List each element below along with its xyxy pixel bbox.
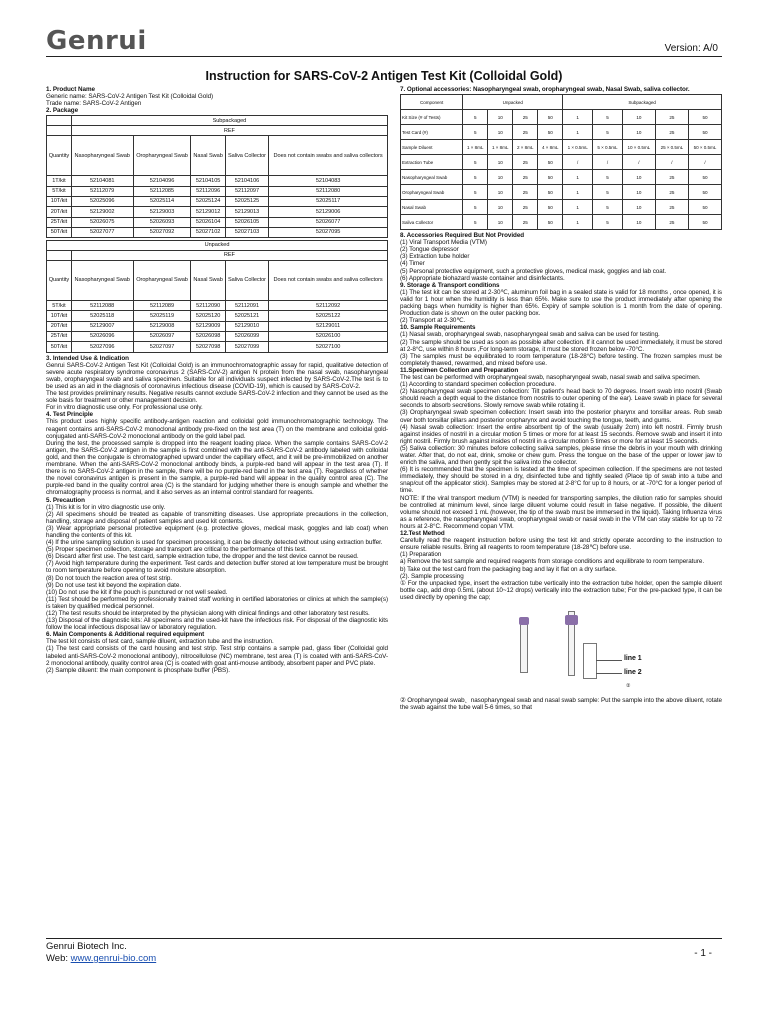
accessories-row [401, 125, 722, 140]
paragraph: (2) Transport at 2-30℃. [400, 317, 466, 325]
paragraph: The test provides preliminary results. Negative results cannot exclude SARS-CoV-2 infection and they cannot be used as the sole basis for treatment or other management decision. [46, 390, 388, 405]
accessories-row [401, 155, 722, 170]
right-column [400, 86, 722, 711]
accessories-cell: 25 [513, 215, 538, 230]
section-optional-accessories: 7. Optional accessories: Nasopharyngeal swab, oropharyngeal swab, Nasal Swab, saliva collector. [400, 86, 690, 93]
paragraph: During the test, the processed sample is dropped into the reagent loading place. When the sample contains SARS-CoV-2 antigen, the SARS-CoV-2 antigen in the sample is first combined with the anti-SARS-CoV-2 antibody labeled with colloidal gold, and then the conjugate is chromatographed upward under the capillary effect, and it will be pre-immobilized on another membrane. When the anti-SARS-CoV-2 monoclonal antibody binds, a purple-red band will appear in the test area (T). If there is no SARS-CoV-2 antigen in the sample, there will be no purple-red band in the test area (T). Regardless of whether the novel coronavirus antigen is present in the sample, a purple-red band will appear in the quality control area (C). The purple-red band in the quality control area (C) is the standard for judging whether there is enough sample and whether the chromatography process is normal, and it also serves as an internal control standard for reagents. [46, 439, 388, 497]
subpackaged-cell: 52027077 [71, 227, 133, 237]
unpacked-row [47, 301, 388, 311]
accessories-row [401, 215, 722, 230]
accessories-header-cell: 10 [488, 110, 513, 125]
accessories-header-cell: 50 [538, 110, 563, 125]
unpacked-table [46, 240, 388, 352]
accessories-cell: 10 [622, 185, 655, 200]
unpacked-cell: 52027096 [71, 342, 133, 352]
accessories-header-cell: Kit Size (# of Tests) [401, 110, 463, 125]
accessories-cell: 1 × 8mL [488, 140, 513, 155]
accessories-cell: 25 [655, 170, 688, 185]
paragraph: (2) All specimens should be treated as capable of transmitting diseases. Use appropriate precautions in the collection, handling, storage and disposal of patient samples and used kit contents. [46, 510, 388, 525]
unpacked-row [47, 311, 388, 321]
subpackaged-header-cell: Oropharyngeal Swab [133, 136, 191, 176]
accessories-cell: 5 [593, 200, 623, 215]
unpacked-cell: 52026100 [269, 332, 388, 342]
accessories-cell: 10 [622, 125, 655, 140]
subpackaged-cell: 52104081 [71, 176, 133, 186]
unpacked-header-cell: Saliva Collector [225, 261, 268, 301]
left-column [46, 86, 388, 674]
unpacked-cell: 52112092 [269, 301, 388, 311]
subpackaged-cell: 10T/kit [47, 196, 72, 206]
right-paragraphs [400, 232, 722, 601]
paragraph: (2). Sample processing [400, 572, 464, 580]
section-package-heading: 2. Package [46, 107, 79, 115]
unpacked-cell: 50T/kit [47, 342, 72, 352]
paragraph: (1) Nasal swab, oropharyngeal swab, nasopharyngeal swab and saliva can be used for testing. [400, 331, 660, 339]
figure-caption: ② [626, 682, 631, 689]
paragraph: (6) It is recommended that the specimen is tested at the time of specimen collection. If the specimens are not tested immediately, they should be stored in a dry, disinfected tube and tightly sealed (Place tip of swab into a tube and snap/cut off the applicator stick). Samples may be stored at 2-8°C for up to 8 hours, or at -70°C for a longer period of time. [400, 466, 722, 495]
accessories-header-cell: 25 [655, 110, 688, 125]
accessories-cell: 5 [463, 170, 488, 185]
trade-name: Trade name: SARS-CoV-2 Antigen [46, 100, 142, 108]
paragraph: Carefully read the reagent instruction before using the test kit and strictly operate according to the instruction to ensure reliable results. Bring all reagents to room temperature (18-28℃) before use. [400, 537, 722, 552]
accessories-cell: 5 [463, 125, 488, 140]
accessories-cell: 50 [688, 185, 721, 200]
unpacked-header-cell: Oropharyngeal Swab [133, 261, 191, 301]
subpackaged-cell: 52027092 [133, 227, 191, 237]
accessories-cell: 1 [563, 125, 593, 140]
subpackaged-header-cell: Nasopharyngeal Swab [71, 136, 133, 176]
accessories-cell: 50 [688, 170, 721, 185]
paragraph: (3) The samples must be equilibrated to room temperature (18-28°C) before testing. The frozen samples must be completely thawed, rewarmed, and mixed before use. [400, 352, 722, 367]
paragraph: (5) Personal protective equipment, such a protective gloves, medical mask, goggles and lab coat. [400, 267, 667, 275]
subpackaged-cell: 52025117 [269, 196, 388, 206]
subpackaged-cell: 52112097 [225, 186, 268, 196]
subpackaged-row [47, 196, 388, 206]
sample-processing-figure [400, 603, 722, 695]
unpacked-cell: 52112090 [191, 301, 225, 311]
accessories-cell: 5 [463, 185, 488, 200]
subpackaged-cell: 52104106 [225, 176, 268, 186]
accessories-cell: 50 [688, 125, 721, 140]
accessories-table [400, 94, 722, 230]
subpackaged-row [47, 227, 388, 237]
unpacked-row [47, 332, 388, 342]
accessories-cell: 50 [538, 185, 563, 200]
section-heading: 11.Specimen Collection and Preparation [400, 366, 519, 374]
document-title: Instruction for SARS-CoV-2 Antigen Test Kit (Colloidal Gold) [205, 69, 563, 83]
accessories-header-cell: 5 [593, 110, 623, 125]
paragraph: Genrui SARS-CoV-2 Antigen Test Kit (Colloidal Gold) is an immunochromatographic assay for rapid, qualitative detection of severe acute respiratory syndrome coronavirus 2 (SARS-CoV-2) antigen N protein from the nasal swab, nasopharyngeal swab, oropharyngeal swab and saliva specimen. Suitable for all individuals suspect infected by SARS-CoV-2.The test is to be used as an aid in the diagnosis of coronavirus infectious disease (COVID-19), which is caused by SARS-CoV-2. [46, 361, 388, 391]
subpackaged-cell: 52104105 [191, 176, 225, 186]
section-heading: 6. Main Components & Additional required equipment [46, 631, 205, 639]
unpacked-cell: 52129007 [71, 321, 133, 331]
accessories-header-cell: 10 [622, 110, 655, 125]
subpackaged-row [47, 217, 388, 227]
unpacked-cell: 25T/kit [47, 332, 72, 342]
accessories-cell: / [622, 155, 655, 170]
accessories-header-cell: 5 [463, 110, 488, 125]
accessories-cell: 50 × 0.5mL [688, 140, 721, 155]
paragraph: (2) Sample diluent: the main component is phosphate buffer (PBS). [46, 666, 230, 674]
paragraph: (4) Timer [400, 260, 425, 268]
paragraph: (12) The test results should be interpreted by the physician along with clinical findings and other laboratory test results. [46, 610, 370, 618]
accessories-row [401, 200, 722, 215]
accessories-cell: / [688, 155, 721, 170]
accessories-cell: 5 [593, 185, 623, 200]
section-heading: 8. Accessories Required But Not Provided [400, 232, 525, 240]
accessories-cell: 10 [622, 215, 655, 230]
paragraph: (3) Oropharyngeal swab specimen collection: Insert swab into the posterior pharynx and tonsillar areas. Rub swab over both tonsillar pillars and posterior oropharynx and avoid touching the tongue, teeth, and gums. [400, 409, 722, 424]
paragraph: (2) The sample should be used as soon as possible after collection. If it cannot be used immediately, it must be stored at 2-8°C, use within 8 hours ,For long-term storage, it must be stored frozen below -70°C. [400, 338, 722, 353]
accessories-cell: 1 [563, 170, 593, 185]
section-heading: 4. Test Principle [46, 411, 93, 419]
figure-label-line2: line 2 [624, 668, 642, 676]
accessories-cell: Oropharyngeal Swab [401, 185, 463, 200]
unpacked-cell: 52112089 [133, 301, 191, 311]
paragraph: a) Remove the test sample and required reagents from storage conditions and equilibrate to room temperature. [400, 558, 705, 566]
paragraph: (11) Test should be performed by professionally trained staff working in certified laboratories or clinics at which the sample(s) is taken by qualified medical personnel. [46, 595, 388, 610]
accessories-cell: 5 [593, 215, 623, 230]
accessories-cell: 10 [622, 200, 655, 215]
subpackaged-cell: 52129012 [191, 207, 225, 217]
paragraph: (1) The test kit can be stored at 2-30℃, aluminum foil bag in a sealed state is valid for 18 months , once opened, it is valid for 1 hour when the humidity is less than 65%. Make sure to use the product immediately after opening the packing bags when humidity is higher than 65%. Expiry of sample solution is 1 month from the date of opening. Production date is shown on the outer packing box. [400, 288, 722, 318]
unpacked-cell: 52129009 [191, 321, 225, 331]
accessories-cell: 1 [563, 185, 593, 200]
accessories-cell: 25 [513, 125, 538, 140]
paragraph: (5) Saliva collection: 30 minutes before collecting saliva samples, please rinse the debris in your mouth with drinking water. After that, do not eat, drink, smoke or chew gum. Press the tongue on the base of the upper or lower jaw to enrich the saliva, and then gently spit the saliva into the collector. [400, 444, 722, 467]
accessories-cell: 10 [488, 125, 513, 140]
section-heading: 9. Storage & Transport conditions [400, 281, 500, 289]
unpacked-cell: 52025122 [269, 311, 388, 321]
paragraph: (4) Nasal swab collection: Insert the entire absorbent tip of the swab (usually 2cm) into left nostril. Firmly brush against insides of nostril in a circular motion 5 times or more for at least 15 seconds. Remove swab and insert it into right nostril. Firmly brush against insides of nostril in a circular motion 5 times or more for at least 15 seconds. [400, 423, 722, 445]
unpacked-cell: 10T/kit [47, 311, 72, 321]
paragraph: For in vitro diagnostic use only. For professional use only. [46, 404, 203, 412]
subpackaged-cell: 5T/kit [47, 186, 72, 196]
unpacked-cell: 52025119 [133, 311, 191, 321]
subpackaged-cell: 52026104 [191, 217, 225, 227]
unpacked-cell: 52112091 [225, 301, 268, 311]
paragraph: (9) Do not use test kit beyond the expiration date. [46, 581, 182, 589]
paragraph: (2) Tongue depressor [400, 246, 459, 254]
accessories-cell: 4 × 8mL [538, 140, 563, 155]
paragraph: (1) According to standard specimen collection procedure. [400, 381, 557, 389]
paragraph: (6) Discard after first use. The test card, sample extraction tube, the dropper and the test device cannot be reused. [46, 553, 359, 561]
header-divider [46, 56, 722, 57]
subpackaged-cell: 52027095 [269, 227, 388, 237]
paragraph: (1) Viral Transport Media (VTM) [400, 239, 487, 247]
accessories-header-cell: 25 [513, 110, 538, 125]
subpackaged-cell: 52027102 [191, 227, 225, 237]
subpackaged-cell: 52025096 [71, 196, 133, 206]
subpackaged-cell: 52112080 [269, 186, 388, 196]
accessories-cell: 10 [488, 215, 513, 230]
unpacked-header: Unpacked [463, 95, 563, 110]
accessories-cell: 50 [538, 125, 563, 140]
accessories-cell: 5 [463, 155, 488, 170]
accessories-cell: 10 [488, 170, 513, 185]
unpacked-cell: 52027100 [269, 342, 388, 352]
unpacked-cell: 52025120 [191, 311, 225, 321]
accessories-cell: 25 [513, 185, 538, 200]
subpackaged-row [47, 176, 388, 186]
accessories-cell: 50 [538, 170, 563, 185]
accessories-cell: 25 [655, 200, 688, 215]
accessories-cell: 5 [463, 215, 488, 230]
subpackaged-row [47, 186, 388, 196]
subpackaged-row [47, 207, 388, 217]
subpackaged-header-cell: Nasal Swab [191, 136, 225, 176]
accessories-header-cell: 50 [688, 110, 721, 125]
subpackaged-table [46, 115, 388, 238]
accessories-cell: / [593, 155, 623, 170]
unpacked-cell: 52129011 [269, 321, 388, 331]
accessories-cell: Extraction Tube [401, 155, 463, 170]
paragraph: (8) Do not touch the reaction area of test strip. [46, 574, 173, 582]
subpackaged-header-cell: Does not contain swabs and saliva collectors [269, 136, 388, 176]
unpacked-ref: REF [71, 251, 387, 261]
company-name: Genrui Biotech Inc. [46, 941, 127, 952]
paragraph: (6) Appropriate biohazard waste container and disinfectants. [400, 274, 565, 282]
unpacked-cell: 52025121 [225, 311, 268, 321]
subpackaged-cell: 25T/kit [47, 217, 72, 227]
accessories-header-cell: 1 [563, 110, 593, 125]
accessories-cell: 10 [488, 200, 513, 215]
paragraph: (4) If the urine sampling solution is used for specimen processing, it can be directly detected without using extraction buffer. [46, 539, 383, 547]
website-link[interactable]: www.genrui-bio.com [70, 953, 157, 964]
paragraph: (1) Preparation [400, 551, 442, 559]
unpacked-cell: 20T/kit [47, 321, 72, 331]
paragraph: (5) Proper specimen collection, storage and transport are critical to the performance of this test. [46, 546, 307, 554]
paragraph: (2) Nasopharyngeal swab specimen collection: Tilt patient's head back to 70 degrees. Insert swab into nostril (Swab should reach a depth equal to the distance from nostrils to outer opening of the ear). Leave swab in place for several seconds to absorb secretions. Slowly remove swab while rotating it. [400, 388, 722, 410]
paragraph: (3) Wear appropriate personal protective equipment (e.g. protective gloves, medical mask, goggles and lab coat) when handling the contents of this kit. [46, 524, 388, 539]
unpacked-row [47, 321, 388, 331]
version-label: Version: A/0 [664, 43, 718, 54]
accessories-cell: 25 [655, 185, 688, 200]
paragraph: (3) Extraction tube holder [400, 253, 470, 261]
unpacked-header-cell: Nasal Swab [191, 261, 225, 301]
paragraph: The test kit consists of test card, sample diluent, extraction tube and the instruction. [46, 638, 274, 646]
accessories-cell: 1 [563, 200, 593, 215]
unpacked-title: Unpacked [47, 241, 388, 251]
subpackaged-cell: 52027103 [225, 227, 268, 237]
extraction-tube-1 [520, 623, 528, 673]
page-number: - 1 - [694, 948, 712, 959]
unpacked-header-cell: Quantity [47, 261, 72, 301]
accessories-cell: / [655, 155, 688, 170]
subpackaged-cell: 52129006 [269, 207, 388, 217]
left-paragraphs [46, 355, 388, 674]
figure-label-line1: line 1 [624, 654, 642, 662]
paragraph: (1) This kit is for in vitro diagnostic use only. [46, 503, 166, 511]
accessories-cell: 5 [593, 170, 623, 185]
accessories-cell: Test Card (#) [401, 125, 463, 140]
subpackaged-cell: 20T/kit [47, 207, 72, 217]
subpackaged-cell: 52112096 [191, 186, 225, 196]
subpackaged-cell: 52129013 [225, 207, 268, 217]
subpackaged-cell: 52104096 [133, 176, 191, 186]
subpackaged-cell: 52026093 [133, 217, 191, 227]
accessories-cell: 5 × 0.5mL [593, 140, 623, 155]
paragraph: (1) The test card consists of the card housing and test strip. Test strip contains a sample pad, glass fiber (Colloidal gold labeled anti-SARS-CoV-2 monoclonal antibody), nitrocellulose (NC) membrane, test area (T) is coated with anti-SARS-CoV-2 monoclonal antibody, quality control area (C) is coated with goat anti-mouse antibody, absorbent paper and PVC plate. [46, 645, 388, 667]
generic-name: Generic name: SARS-CoV-2 Antigen Test Kit (Colloidal Gold) [46, 93, 214, 101]
subpackaged-header: Subpackaged [563, 95, 722, 110]
accessories-cell: 50 [538, 155, 563, 170]
accessories-row [401, 170, 722, 185]
accessories-cell: 25 × 0.5mL [655, 140, 688, 155]
subpackaged-cell: 52104083 [269, 176, 388, 186]
paragraph: (7) Avoid high temperature during the experiment. Test cards and detection buffer stored at low temperature must be brought to room temperature before opening to avoid moisture absorption. [46, 560, 388, 575]
accessories-cell: 25 [655, 125, 688, 140]
section-heading: 5. Precaution [46, 496, 85, 504]
unpacked-cell: 52026097 [133, 332, 191, 342]
unpacked-cell: 52025118 [71, 311, 133, 321]
accessories-cell: 50 [688, 200, 721, 215]
unpacked-cell: 52129010 [225, 321, 268, 331]
unpacked-cell: 52027099 [225, 342, 268, 352]
accessories-cell: 2 × 8mL [513, 140, 538, 155]
subpackaged-cell: 52026075 [71, 217, 133, 227]
unpacked-cell: 52026096 [71, 332, 133, 342]
accessories-cell: 10 [622, 170, 655, 185]
unpacked-cell: 5T/kit [47, 301, 72, 311]
accessories-cell: 25 [655, 215, 688, 230]
accessories-cell: 50 [688, 215, 721, 230]
unpacked-cell: 52027098 [191, 342, 225, 352]
accessories-cell: 25 [513, 200, 538, 215]
paragraph: (10) Do not use the kit if the pouch is punctured or not well sealed. [46, 588, 228, 596]
paragraph: b) Take out the test card from the packaging bag and lay it flat on a dry surface. [400, 565, 617, 573]
accessories-cell: Saliva Collector [401, 215, 463, 230]
accessories-cell: 10 × 0.5mL [622, 140, 655, 155]
accessories-cell: Nasopharyngeal Swab [401, 170, 463, 185]
subpackaged-header-cell: Saliva Collector [225, 136, 268, 176]
subpackaged-cell: 52112079 [71, 186, 133, 196]
genrui-logo: Genrui [46, 26, 147, 56]
subpackaged-ref: REF [71, 126, 387, 136]
subpackaged-cell: 52025114 [133, 196, 191, 206]
section-heading: 12.Test Method [400, 530, 445, 538]
tube-cap-2 [565, 615, 578, 625]
section-product-name-heading: 1. Product Name [46, 86, 95, 93]
accessories-cell: 1 [563, 215, 593, 230]
accessories-cell: 50 [538, 215, 563, 230]
unpacked-header-cell: Does not contain swabs and saliva collectors [269, 261, 388, 301]
accessories-cell: 25 [513, 155, 538, 170]
subpackaged-cell: 52025125 [225, 196, 268, 206]
test-card [583, 643, 597, 679]
subpackaged-header-cell: Quantity [47, 136, 72, 176]
accessories-cell: 1 × 0.5mL [563, 140, 593, 155]
unpacked-cell: 52112088 [71, 301, 133, 311]
tube-cap-1 [519, 617, 529, 625]
accessories-cell: 5 [593, 125, 623, 140]
sample-processing-step-2: ② Oropharyngeal swab、nasopharyngeal swab and nasal swab sample: Put the sample into the above diluent, rotate the swab against the tube wall 5-6 times, so that [400, 696, 722, 712]
component-header: Component [401, 95, 463, 110]
subpackaged-cell: 52112085 [133, 186, 191, 196]
unpacked-header-cell: Nasopharyngeal Swab [71, 261, 133, 301]
accessories-cell: 50 [538, 200, 563, 215]
website: Web: www.genrui-bio.com [46, 953, 157, 964]
paragraph: ① For the unpacked type, insert the extraction tube vertically into the extraction tube holder, open the sample diluent bottle cap, add drop 0.5mL (about 10~12 drops) vertically into the extraction tube; For the pre-packed type, it can be used directly by opening the cap; [400, 579, 722, 601]
accessories-cell: Nasal Swab [401, 200, 463, 215]
footer-divider [46, 938, 722, 939]
accessories-cell: Sample Diluent [401, 140, 463, 155]
subpackaged-cell: 52129002 [71, 207, 133, 217]
unpacked-cell: 52026098 [191, 332, 225, 342]
subpackaged-title: Subpackaged [71, 116, 387, 126]
paragraph: (13) Disposal of the diagnostic kits: All specimens and the used-kit have the infectious risk. For disposal of the diagnostic kits follow the local infectious disposal law or laboratory regulation. [46, 617, 388, 632]
unpacked-cell: 52129008 [133, 321, 191, 331]
paragraph: This product uses highly specific antibody-antigen reaction and colloidal gold immunochromatographic technology. The reagent contains anti-SARS-CoV-2 monoclonal antibody pre-fixed on the test area (T) on the membrane and colloidal gold-conjugated anti-SARS-CoV-2 monoclonal antibody on the gold label pad. [46, 418, 388, 440]
accessories-cell: / [563, 155, 593, 170]
accessories-cell: 1 × 8mL [463, 140, 488, 155]
unpacked-row [47, 342, 388, 352]
subpackaged-cell: 52025124 [191, 196, 225, 206]
accessories-row [401, 140, 722, 155]
accessories-row [401, 185, 722, 200]
subpackaged-cell: 52026077 [269, 217, 388, 227]
subpackaged-cell: 1T/kit [47, 176, 72, 186]
section-heading: 3. Intended Use & Indication [46, 354, 129, 362]
subpackaged-cell: 52129003 [133, 207, 191, 217]
accessories-cell: 5 [463, 200, 488, 215]
accessories-cell: 10 [488, 185, 513, 200]
section-heading: 10. Sample Requirements [400, 324, 476, 332]
unpacked-cell: 52027097 [133, 342, 191, 352]
accessories-cell: 25 [513, 170, 538, 185]
subpackaged-cell: 50T/kit [47, 227, 72, 237]
accessories-cell: 10 [488, 155, 513, 170]
paragraph: NOTE: If the viral transport medium (VTM) is needed for transporting samples, the dilution ratio for samples should be controlled at minimum level, since large diluent volume could result in false negative. If possible, the diluent volume should not exceed 1 mL (however, the tip of the swab must be immersed in the liquid). Taking Influenza virus as a reference, the nasopharyngeal swab, oropharyngeal swab or nasal swab in the VTM can stay stable for up to 72 hours at 2-8°C. Recommend copan VTM. [400, 494, 722, 530]
subpackaged-cell: 52026105 [225, 217, 268, 227]
unpacked-cell: 52026099 [225, 332, 268, 342]
paragraph: The test can be performed with oropharyngeal swab, nasopharyngeal swab, nasal swab and saliva specimen. [400, 373, 701, 381]
